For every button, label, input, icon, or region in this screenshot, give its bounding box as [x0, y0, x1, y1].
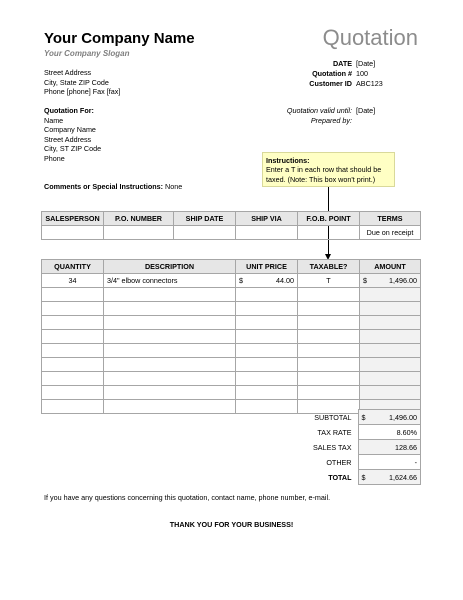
amount-cell: [360, 386, 421, 400]
table-row: [42, 302, 421, 316]
total-row: [296, 470, 421, 485]
po-number-cell[interactable]: [104, 226, 174, 240]
taxable-cell[interactable]: [298, 372, 360, 386]
unit-price-cell-content: [239, 276, 294, 285]
terms-cell[interactable]: Due on receipt: [360, 226, 421, 240]
ship-date-header: SHIP DATE: [174, 212, 236, 226]
description-cell[interactable]: [104, 330, 236, 344]
customer-id-label: Customer ID: [309, 79, 352, 88]
amount-cell: [360, 358, 421, 372]
client-city[interactable]: City, ST ZIP Code: [44, 144, 102, 154]
salesperson-cell[interactable]: [42, 226, 104, 240]
description-cell[interactable]: 3/4" elbow connectors: [104, 274, 236, 288]
table-row: [42, 386, 421, 400]
quantity-header: QUANTITY: [42, 260, 104, 274]
ship-date-cell[interactable]: [174, 226, 236, 240]
quote-validity: [262, 106, 420, 126]
description-cell[interactable]: [104, 386, 236, 400]
description-header: DESCRIPTION: [104, 260, 236, 274]
other-row: [296, 455, 421, 470]
company-address: [44, 68, 120, 97]
amount-cell: [360, 302, 421, 316]
amount-cell: [360, 316, 421, 330]
client-company[interactable]: Company Name: [44, 125, 96, 135]
description-cell[interactable]: [104, 302, 236, 316]
total-amount: 1,624.66: [389, 472, 417, 482]
currency-symbol: $: [363, 276, 367, 285]
taxable-header: TAXABLE?: [298, 260, 360, 274]
amount-cell: [360, 330, 421, 344]
unit-price-cell[interactable]: [236, 330, 298, 344]
client-name[interactable]: Name: [44, 115, 64, 125]
amount-cell: [360, 288, 421, 302]
ship-via-cell[interactable]: [236, 226, 298, 240]
total-currency: $: [361, 472, 366, 482]
quantity-cell[interactable]: [42, 372, 104, 386]
description-cell[interactable]: [104, 288, 236, 302]
unit-price-cell[interactable]: [236, 344, 298, 358]
taxable-cell[interactable]: [298, 386, 360, 400]
date-value[interactable]: [Date]: [356, 59, 376, 68]
subtotal-row: [296, 410, 421, 425]
unit-price-cell-value: 44.00: [276, 276, 294, 285]
quotation-number-row: [262, 69, 420, 79]
company-city: City, State ZIP Code: [44, 77, 109, 87]
description-cell[interactable]: [104, 358, 236, 372]
unit-price-cell[interactable]: [236, 358, 298, 372]
subtotal-value: [358, 410, 421, 425]
sales-tax-row: [296, 440, 421, 455]
unit-price-cell[interactable]: [236, 274, 298, 288]
company-name: Your Company Name: [44, 30, 195, 47]
quantity-cell[interactable]: [42, 316, 104, 330]
table-row: [42, 274, 421, 288]
company-phone: Phone [phone] Fax [fax]: [44, 87, 121, 97]
amount-cell: [360, 372, 421, 386]
quantity-cell[interactable]: [42, 344, 104, 358]
table-row: [42, 372, 421, 386]
instructions-title: Instructions:: [266, 156, 310, 165]
quantity-cell[interactable]: [42, 386, 104, 400]
unit-price-cell[interactable]: [236, 386, 298, 400]
taxable-cell[interactable]: [298, 358, 360, 372]
quote-meta: [262, 59, 420, 89]
taxable-cell[interactable]: [298, 344, 360, 358]
subtotal-amount: 1,496.00: [389, 412, 417, 422]
description-cell[interactable]: [104, 344, 236, 358]
quantity-cell[interactable]: [42, 288, 104, 302]
comments-row: [44, 182, 182, 192]
table-row: [42, 330, 421, 344]
quantity-cell[interactable]: [42, 400, 104, 414]
questions-note: If you have any questions concerning this quotation, contact name, phone number, e-mail.: [44, 493, 331, 502]
customer-id-value[interactable]: ABC123: [356, 79, 383, 88]
quantity-cell[interactable]: 34: [42, 274, 104, 288]
comments-value[interactable]: None: [165, 182, 183, 191]
salesperson-header: SALESPERSON: [42, 212, 104, 226]
amount-cell: [360, 274, 421, 288]
unit-price-cell[interactable]: [236, 400, 298, 414]
valid-until-label: Quotation valid until:: [286, 106, 352, 115]
taxable-cell[interactable]: [298, 316, 360, 330]
prepared-by-value[interactable]: [356, 116, 420, 126]
taxable-cell[interactable]: [298, 288, 360, 302]
fob-point-cell[interactable]: [298, 226, 360, 240]
subtotal-currency: $: [361, 412, 366, 422]
thank-you-note: THANK YOU FOR YOUR BUSINESS!: [169, 520, 294, 529]
prepared-by-row: [262, 116, 420, 126]
amount-cell-value: 1,496.00: [389, 276, 417, 285]
unit-price-cell[interactable]: [236, 316, 298, 330]
quotation-for-block: [44, 106, 101, 164]
description-cell[interactable]: [104, 372, 236, 386]
unit-price-header: UNIT PRICE: [236, 260, 298, 274]
document-title: Quotation: [322, 25, 418, 50]
quotation-for-label: Quotation For:: [44, 106, 94, 115]
table-row: [42, 316, 421, 330]
amount-cell: [360, 344, 421, 358]
prepared-by-label: Prepared by:: [310, 116, 352, 125]
client-street[interactable]: Street Address: [44, 134, 92, 144]
po-number-header: P.O. NUMBER: [104, 212, 174, 226]
table-row: [42, 288, 421, 302]
description-cell[interactable]: [104, 316, 236, 330]
order-info-row: [42, 226, 421, 240]
order-info-header-row: [42, 212, 421, 226]
tax-rate-value[interactable]: 8.60%: [358, 425, 421, 440]
instructions-text-line2: taxed. (Note: This box won't print.): [266, 174, 376, 184]
unit-price-cell[interactable]: [236, 302, 298, 316]
customer-id-row: [262, 79, 420, 89]
taxable-cell[interactable]: T: [298, 274, 360, 288]
instructions-note: [262, 152, 395, 187]
company-street: Street Address: [44, 68, 92, 77]
line-items-table: [41, 259, 421, 414]
ship-via-header: SHIP VIA: [236, 212, 298, 226]
table-row: [42, 358, 421, 372]
unit-price-cell[interactable]: [236, 288, 298, 302]
other-value[interactable]: -: [358, 455, 421, 470]
comments-label: Comments or Special Instructions:: [44, 182, 164, 191]
company-slogan: Your Company Slogan: [44, 49, 130, 58]
totals-table: [296, 409, 421, 485]
valid-until-row: [262, 106, 420, 116]
instructions-text-line1: Enter a T in each row that should be: [266, 165, 382, 175]
table-row: [42, 344, 421, 358]
tax-rate-label: TAX RATE: [317, 427, 352, 437]
date-row: [262, 59, 420, 69]
total-value: [358, 470, 421, 485]
quotation-number-label: Quotation #: [312, 69, 352, 78]
taxable-cell[interactable]: [298, 330, 360, 344]
amount-cell-content: [363, 276, 417, 285]
quantity-cell[interactable]: [42, 358, 104, 372]
quotation-number-value[interactable]: 100: [356, 69, 368, 78]
taxable-cell[interactable]: [298, 302, 360, 316]
other-label: OTHER: [326, 457, 352, 467]
line-items-header-row: [42, 260, 421, 274]
quantity-cell[interactable]: [42, 302, 104, 316]
terms-header: TERMS: [360, 212, 421, 226]
fob-point-header: F.O.B. POINT: [298, 212, 360, 226]
date-label: DATE: [332, 59, 352, 68]
quantity-cell[interactable]: [42, 330, 104, 344]
tax-rate-row: [296, 425, 421, 440]
currency-symbol: $: [239, 276, 243, 285]
amount-header: AMOUNT: [360, 260, 421, 274]
total-label: TOTAL: [328, 472, 352, 482]
unit-price-cell[interactable]: [236, 372, 298, 386]
valid-until-value[interactable]: [Date]: [356, 106, 376, 115]
client-phone[interactable]: Phone: [44, 153, 65, 163]
subtotal-label: SUBTOTAL: [314, 412, 352, 422]
sales-tax-value: 128.66: [358, 440, 421, 455]
description-cell[interactable]: [104, 400, 236, 414]
order-info-table: [41, 211, 421, 240]
sales-tax-label: SALES TAX: [313, 442, 352, 452]
